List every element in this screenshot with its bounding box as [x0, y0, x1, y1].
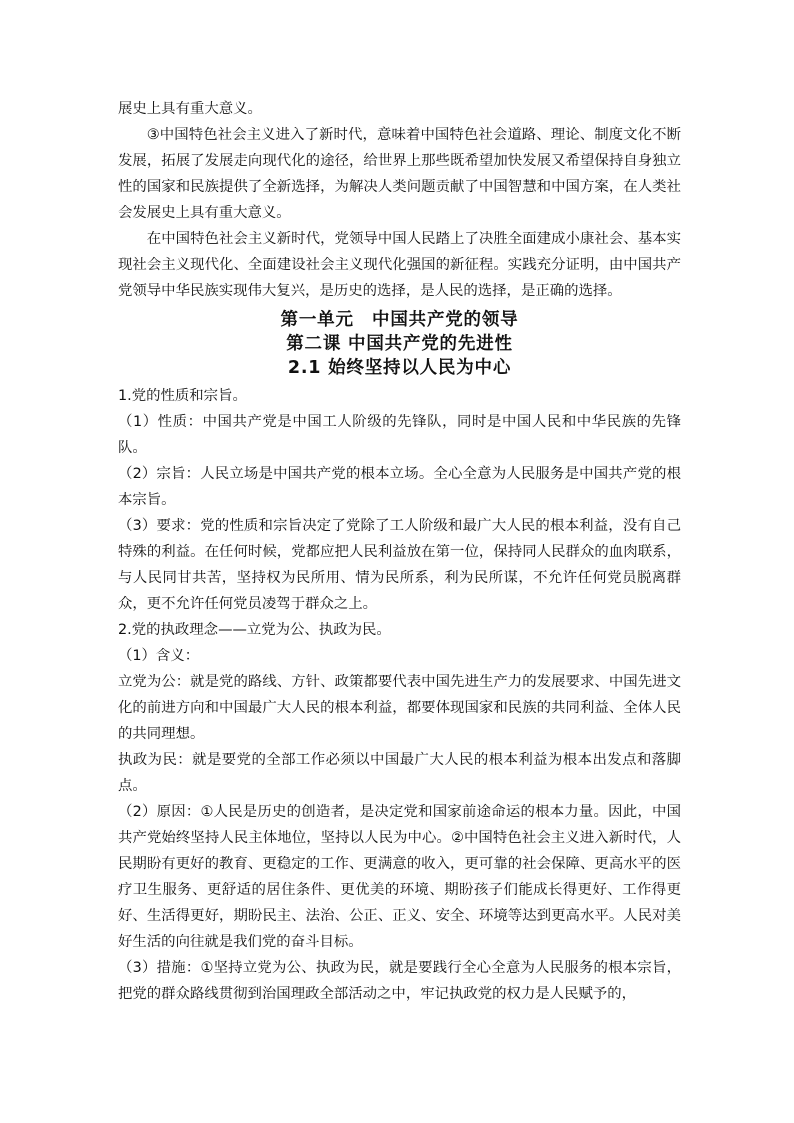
paragraph-for-public: 立党为公：就是党的路线、方针、政策都要代表中国先进生产力的发展要求、中国先进文化的前进方向和中国最广大人民的根本利益，都要体现国家和民族的共同利益、全体人民的共同理想。: [118, 674, 681, 742]
heading-governing-philosophy: 2.党的执政理念——立党为公、执政为民。: [118, 622, 391, 638]
heading-party-nature: 1.党的性质和宗旨。: [118, 388, 247, 404]
section-heading: 2.1 始终坚持以人民为中心: [287, 358, 512, 378]
paragraph-measures: （3）措施：①坚持立党为公、执政为民，就是要践行全心全意为人民服务的根本宗旨，把党的群众路线贯彻到治国理政全部活动之中，牢记执政党的权力是人民赋予的，: [118, 960, 681, 1002]
lesson-heading: 第二课 中国共产党的先进性: [286, 334, 513, 354]
intro-paragraph-1: 展史上具有重大意义。: [118, 101, 262, 117]
paragraph-requirements: （3）要求：党的性质和宗旨决定了党除了工人阶级和最广大人民的根本利益，没有自己特殊的利益。在任何时候，党都应把人民利益放在第一位，保持同人民群众的血肉联系，与人民同甘共苦，坚持权为民所用、情为民所系，利为民所谋，不允许任何党员脱离群众，更不允许任何党员凌驾于群众之上。: [118, 518, 681, 612]
intro-paragraph-2: ③中国特色社会主义进入了新时代，意味着中国特色社会道路、理论、制度文化不断发展，拓展了发展走向现代化的途径，给世界上那些既希望加快发展又希望保持自身独立性的国家和民族提供了全新选择，为解决人类问题贡献了中国智慧和中国方案，在人类社会发展史上具有重大意义。: [118, 127, 681, 221]
paragraph-for-people: 执政为民：就是要党的全部工作必须以中国最广大人民的根本利益为根本出发点和落脚点。: [118, 752, 681, 794]
intro-paragraph-3: 在中国特色社会主义新时代，党领导中国人民踏上了决胜全面建成小康社会、基本实现社会主义现代化、全面建设社会主义现代化强国的新征程。实践充分证明，由中国共产党领导中华民族实现伟大复兴，是历史的选择，是人民的选择，是正确的选择。: [118, 231, 681, 299]
paragraph-reasons: （2）原因：①人民是历史的创造者，是决定党和国家前途命运的根本力量。因此，中国共产党始终坚持人民主体地位，坚持以人民为中心。②中国特色社会主义进入新时代，人民期盼有更好的教育、更稳定的工作、更满意的收入，更可靠的社会保障、更高水平的医疗卫生服务、更舒适的居住条件、更优美的环境、期盼孩子们能成长得更好、工作得更好、生活得更好，期盼民主、法治、公正、正义、安全、环境等达到更高水平。人民对美好生活的向往就是我们党的奋斗目标。: [118, 804, 681, 950]
paragraph-meaning-label: （1）含义：: [118, 648, 200, 664]
paragraph-purpose: （2）宗旨：人民立场是中国共产党的根本立场。全心全意为人民服务是中国共产党的根本宗旨。: [118, 466, 681, 508]
paragraph-nature: （1）性质：中国共产党是中国工人阶级的先锋队，同时是中国人民和中华民族的先锋队。: [118, 414, 681, 456]
unit-heading: 第一单元 中国共产党的领导: [280, 310, 519, 330]
document-page: [118, 96, 681, 1007]
